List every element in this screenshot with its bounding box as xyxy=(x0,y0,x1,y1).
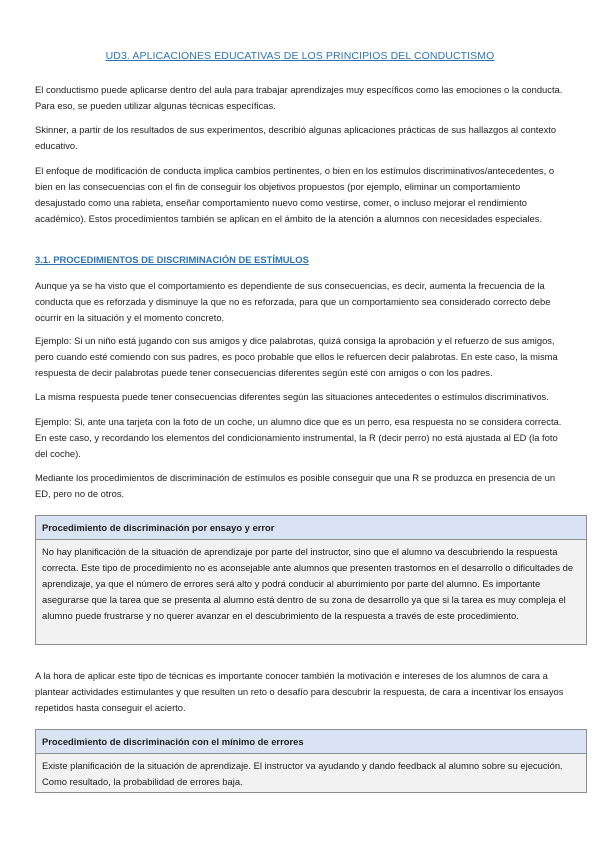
paragraph-same-response: La misma respuesta puede tener consecuencias diferentes según las situaciones antecedentes o estímulos discriminativos. xyxy=(35,391,549,402)
box-trial-error-body: No hay planificación de la situación de aprendizaje por parte del instructor, sino que el alumno va descubriendo la respuesta correcta. Este tipo de procedimiento no es aconsejable ante alumnos que presenten trastornos en el desarrollo o dificultades de aprendizaje, ya que el número de errores será alto y podrá conducir al aburrimiento por parte del alumno. Es importante asegurarse que la tarea que se presenta al alumno está dentro de su zona de desarrollo ya que si la tarea es muy compleja el alumno puede frustrarse y no querer avanzar en el descubrimiento de la respuesta a través de este procedimiento. xyxy=(36,540,586,644)
paragraph-example-friends: Ejemplo: Si un niño está jugando con sus amigos y dice palabrotas, quizá consiga la aprobación y el refuerzo de sus amigos, pero cuando esté comiendo con sus padres, es poco probable que ellos le refuercen decir palabrotas. En este caso, la misma respuesta de decir palabrotas puede tener consecuencias diferentes según esté con amigos o con los padres. xyxy=(35,335,558,378)
box-minimum-errors-heading: Procedimiento de discriminación con el mínimo de errores xyxy=(36,730,586,754)
paragraph-consequences: Aunque ya se ha visto que el comportamiento es dependiente de sus consecuencias, es decir, aumenta la frecuencia de la conducta que es reforzada y disminuye la que no es reforzada, para que un comportamiento sea considerado correcto debe ocurrir en la situación y el momento concreto. xyxy=(35,280,551,323)
paragraph-skinner: Skinner, a partir de los resultados de sus experimentos, describió algunas aplicaciones prácticas de sus hallazgos al contexto educativo. xyxy=(35,124,557,151)
box-trial-error xyxy=(35,515,587,645)
box-minimum-errors-body: Existe planificación de la situación de aprendizaje. El instructor va ayudando y dando feedback al alumno sobre su ejecución. Como resultado, la probabilidad de errores baja. xyxy=(36,754,586,792)
document-title: UD3. APLICACIONES EDUCATIVAS DE LOS PRINCIPIOS DEL CONDUCTISMO xyxy=(105,50,495,62)
section-heading: 3.1. PROCEDIMIENTOS DE DISCRIMINACIÓN DE ESTÍMULOS xyxy=(35,254,309,265)
paragraph-intro: El conductismo puede aplicarse dentro del aula para trabajar aprendizajes muy específicos como las emociones o la conducta. Para eso, se pueden utilizar algunas técnicas específicas. xyxy=(35,84,563,111)
paragraph-example-car: Ejemplo: Si, ante una tarjeta con la foto de un coche, un alumno dice que es un perro, esa respuesta no se considera correcta. En este caso, y recordando los elementos del condicionamiento instrumental, la R (decir perro) no está ajustada al ED (la foto del coche). xyxy=(35,416,562,459)
box-trial-error-heading: Procedimiento de discriminación por ensayo y error xyxy=(36,516,586,540)
paragraph-modification: El enfoque de modificación de conducta implica cambios pertinentes, o bien en los estímulos discriminativos/antecedentes, o bien en las consecuencias con el fin de conseguir los objetivos propuestos (por ejemplo, eliminar un comportamiento desajustado como una rabieta, enseñar comportamiento nuevo como vestirse, comer, o incluso mejorar el rendimiento académico). Estos procedimientos también se aplican en el ámbito de la atención a alumnos con necesidades especiales. xyxy=(35,165,555,224)
box-minimum-errors xyxy=(35,729,587,793)
paragraph-motivation: A la hora de aplicar este tipo de técnicas es importante conocer también la motivación e intereses de los alumnos de cara a plantear actividades estimulantes y que resulten un reto o desafío para descubrir la respuesta, de cara a incentivar los ensayos repetidos hasta conseguir el acierto. xyxy=(35,670,564,713)
paragraph-discrimination: Mediante los procedimientos de discriminación de estímulos es posible conseguir que una R se produzca en presencia de un ED, pero no de otros. xyxy=(35,472,556,499)
